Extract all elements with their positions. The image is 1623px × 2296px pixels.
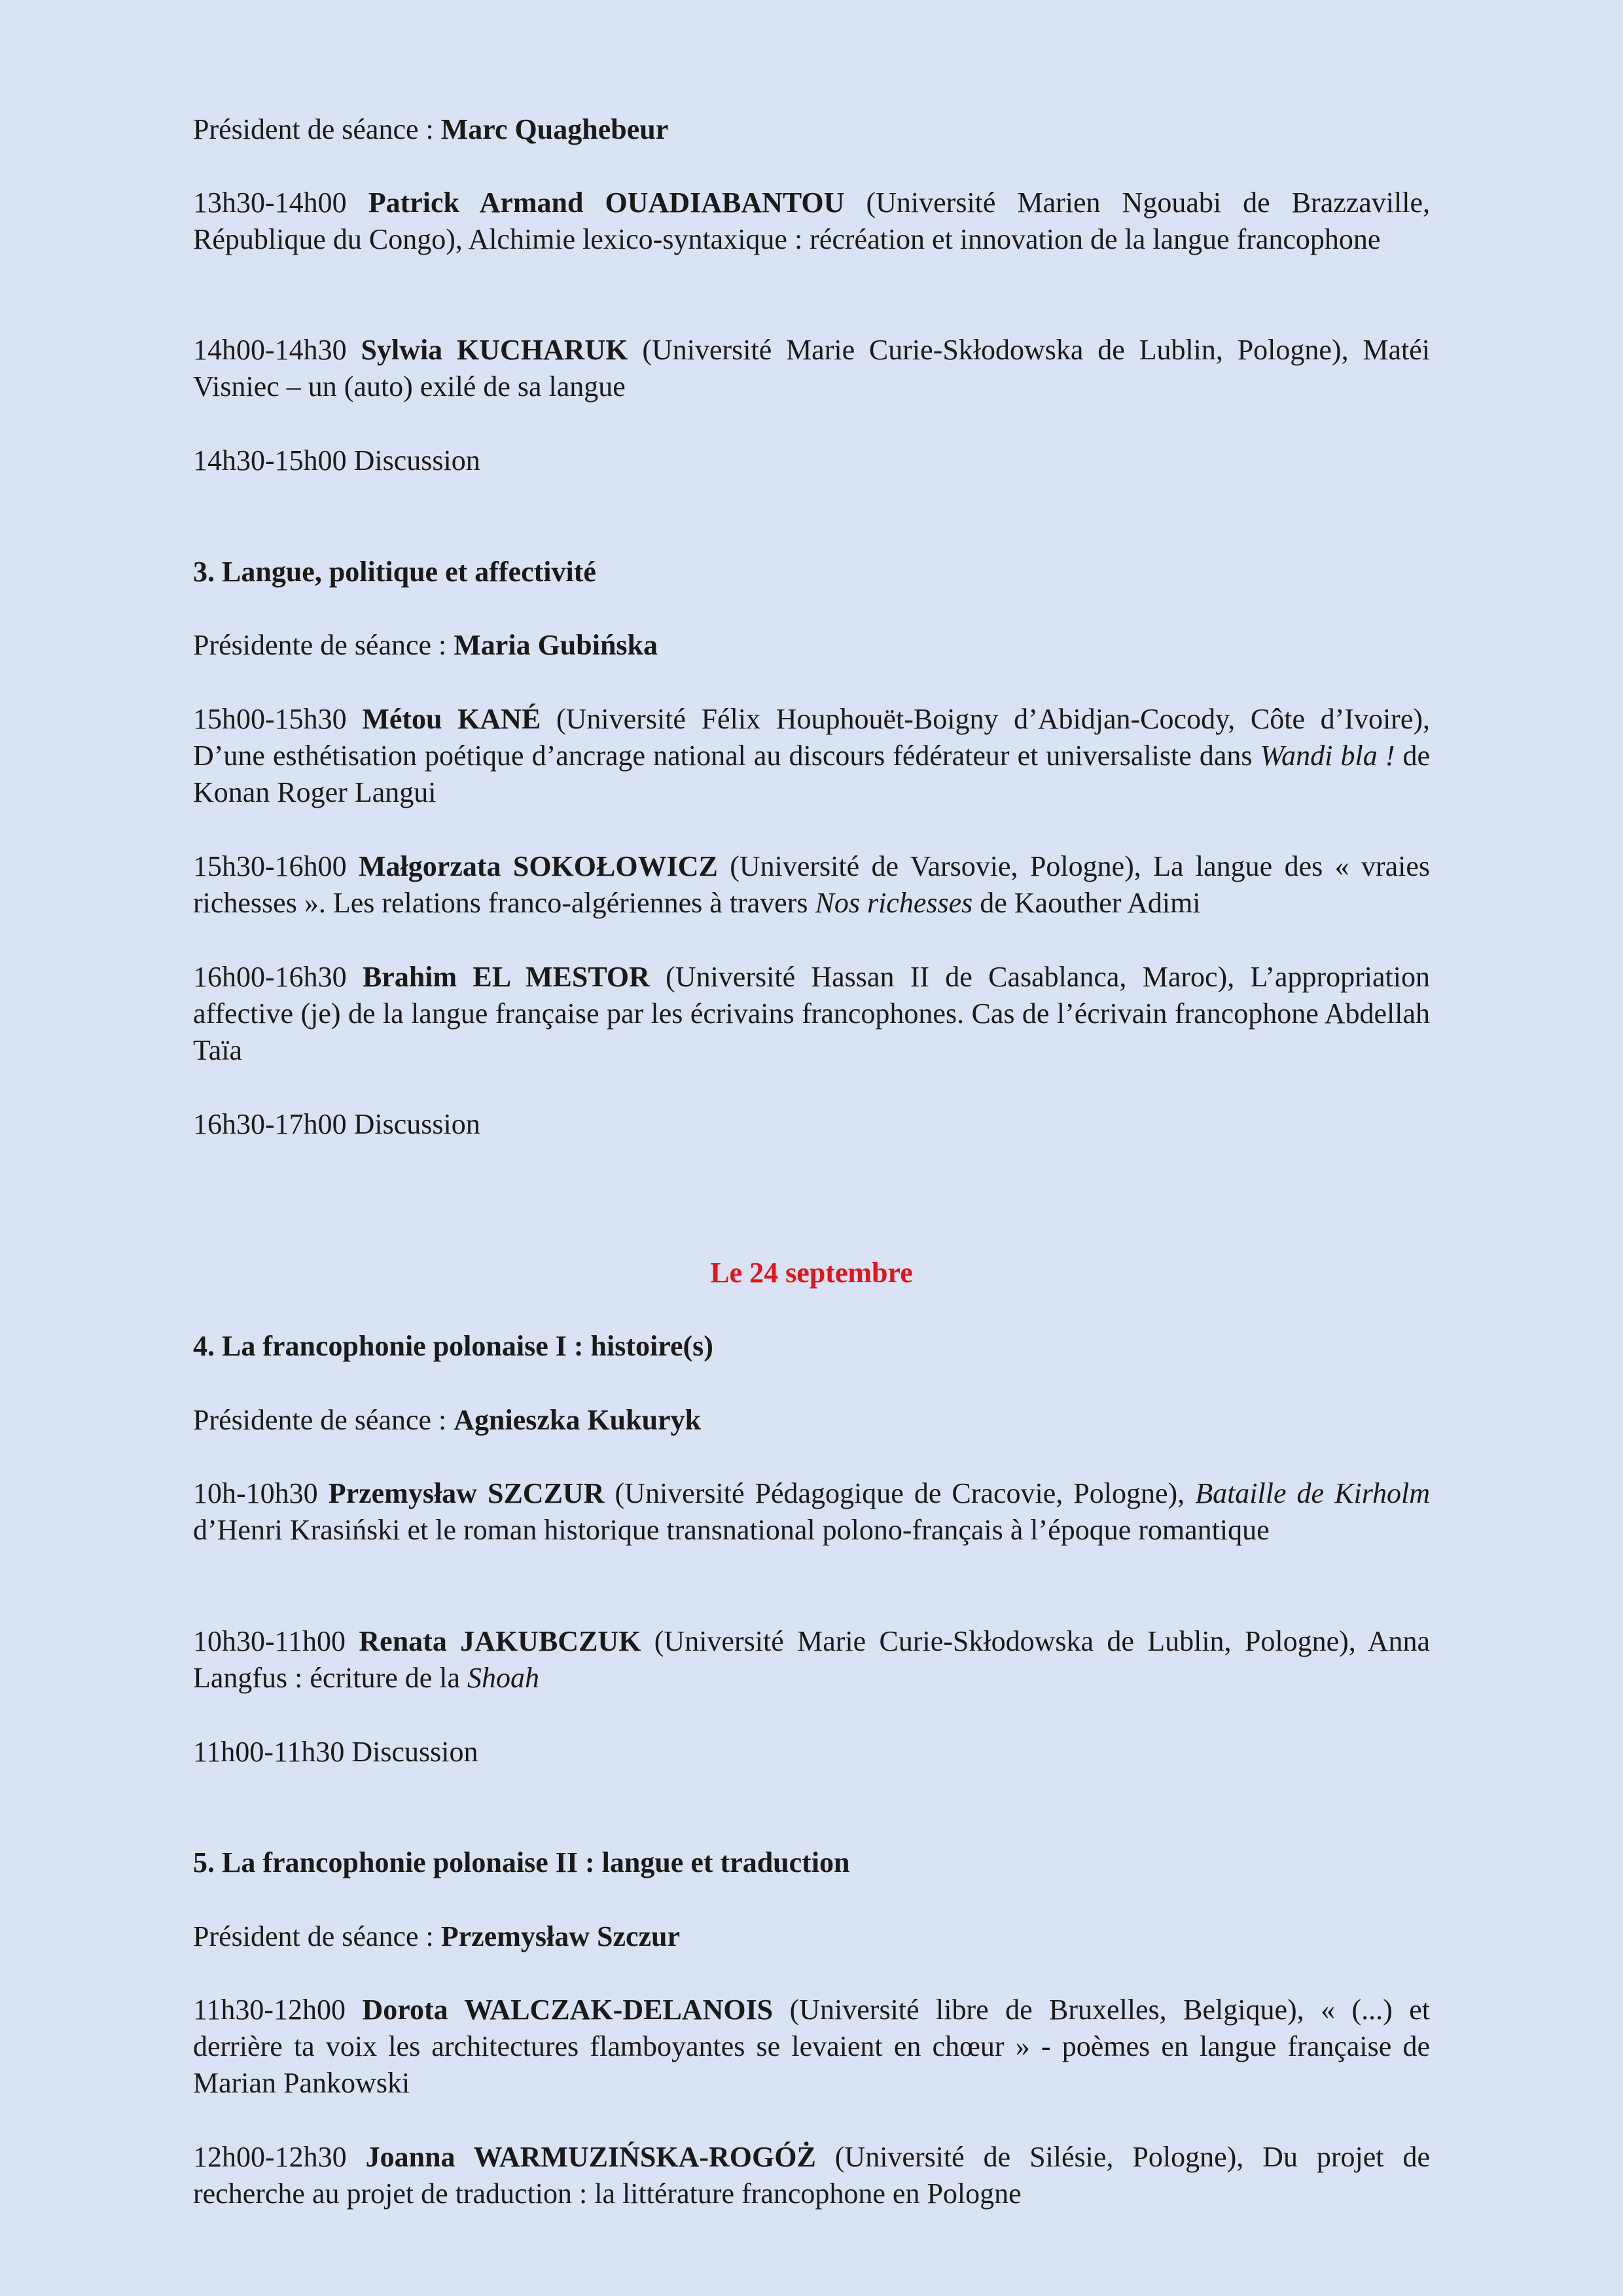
work-title: Nos richesses [815,887,973,919]
talk-details: (Université de Silésie, Pologne), Du projet de recherche au projet de traduction : la littérature francophone en Pologne [193,2141,1430,2210]
talk-speaker: Joanna WARMUZIŃSKA-ROGÓŻ [365,2141,816,2173]
session-chair [193,111,1430,148]
session-chair [193,627,1430,664]
talk-speaker: Dorota WALCZAK-DELANOIS [362,1994,774,2026]
chair-label: Président de séance : [193,1920,441,1952]
talk-details: (Université Pédagogique de Cracovie, Pologne), [615,1477,1185,1509]
talk-time: 11h30-12h00 [193,1994,346,2026]
talk-entry [193,1992,1430,2102]
talk-speaker: Renata JAKUBCZUK [359,1625,641,1657]
talk-time: 10h30-11h00 [193,1625,346,1657]
talk-speaker: Brahim EL MESTOR [362,961,650,993]
talk-time: 14h00-14h30 [193,334,347,366]
talk-entry [193,1623,1430,1696]
chair-label: Présidente de séance : [193,629,454,661]
talk-entry [193,1475,1430,1549]
talk-details: de Konan Roger Langui [193,740,1431,808]
session-title: 4. La francophonie polonaise I : histoire(s) [193,1330,713,1362]
work-title: Bataille de Kirholm [1195,1477,1431,1509]
talk-speaker: Małgorzata SOKOŁOWICZ [359,850,718,882]
talk-details: (Université Marie Curie-Skłodowska de Lublin, Pologne), Anna Langfus : écriture de la [193,1625,1431,1694]
session-title: 3. Langue, politique et affectivité [193,556,596,588]
talk-details: (Université Félix Houphouët-Boigny d’Abidjan-Cocody, Côte d’Ivoire), D’une esthétisation poétique d’ancrage national au discours fédérateur et universaliste dans [193,703,1431,772]
talk-entry [193,701,1430,811]
talk-time: 12h00-12h30 [193,2141,347,2173]
talk-entry [193,848,1430,922]
talk-time: 15h00-15h30 [193,703,347,735]
talk-entry [193,332,1430,405]
talk-details: de Kaouther Adimi [980,887,1201,919]
talk-entry [193,959,1430,1069]
talk-time: 13h30-14h00 [193,187,347,219]
chair-name: Agnieszka Kukuryk [454,1404,702,1436]
talk-details: (Université Marien Ngouabi de Brazzaville, République du Congo), Alchimie lexico-syntaxique : récréation et innovation de la langue francophone [193,187,1431,255]
work-title: Wandi bla ! [1260,740,1395,772]
talk-details: (Université Marie Curie-Skłodowska de Lublin, Pologne), Matéi Visniec – un (auto) exilé de sa langue [193,334,1431,403]
talk-details: (Université de Varsovie, Pologne), La langue des « vraies richesses ». Les relations franco-algériennes à travers [193,850,1431,919]
talk-speaker: Patrick Armand OUADIABANTOU [368,187,845,219]
session-title: 5. La francophonie polonaise II : langue et traduction [193,1846,850,1878]
talk-time: 16h00-16h30 [193,961,347,993]
session-chair [193,1918,1430,1955]
session-chair [193,1402,1430,1439]
discussion-slot: 11h00-11h30 Discussion [193,1736,478,1768]
talk-details: (Université libre de Bruxelles, Belgique), « (...) et derrière ta voix les architectures flamboyantes se levaient en chœur » - poèmes en langue française de Marian Pankowski [193,1994,1431,2099]
chair-name: Marc Quaghebeur [440,113,669,145]
discussion-slot: 14h30-15h00 Discussion [193,444,480,476]
talk-speaker: Métou KANÉ [362,703,541,735]
chair-label: Président de séance : [193,113,441,145]
talk-details: (Université Hassan II de Casablanca, Maroc), L’appropriation affective (je) de la langue française par les écrivains francophones. Cas de l’écrivain francophone Abdellah Taïa [193,961,1430,1066]
talk-entry [193,185,1430,258]
chair-label: Présidente de séance : [193,1404,454,1436]
talk-speaker: Sylwia KUCHARUK [361,334,628,366]
chair-name: Maria Gubińska [454,629,658,661]
work-title: Shoah [467,1662,540,1694]
talk-entry [193,2139,1430,2212]
talk-time: 15h30-16h00 [193,850,347,882]
talk-details: d’Henri Krasiński et le roman historique transnational polono-français à l’époque romantique [193,1514,1270,1546]
day-heading: Le 24 septembre [710,1257,913,1289]
discussion-slot: 16h30-17h00 Discussion [193,1108,480,1140]
chair-name: Przemysław Szczur [440,1920,681,1952]
talk-time: 10h-10h30 [193,1477,318,1509]
talk-speaker: Przemysław SZCZUR [328,1477,605,1509]
